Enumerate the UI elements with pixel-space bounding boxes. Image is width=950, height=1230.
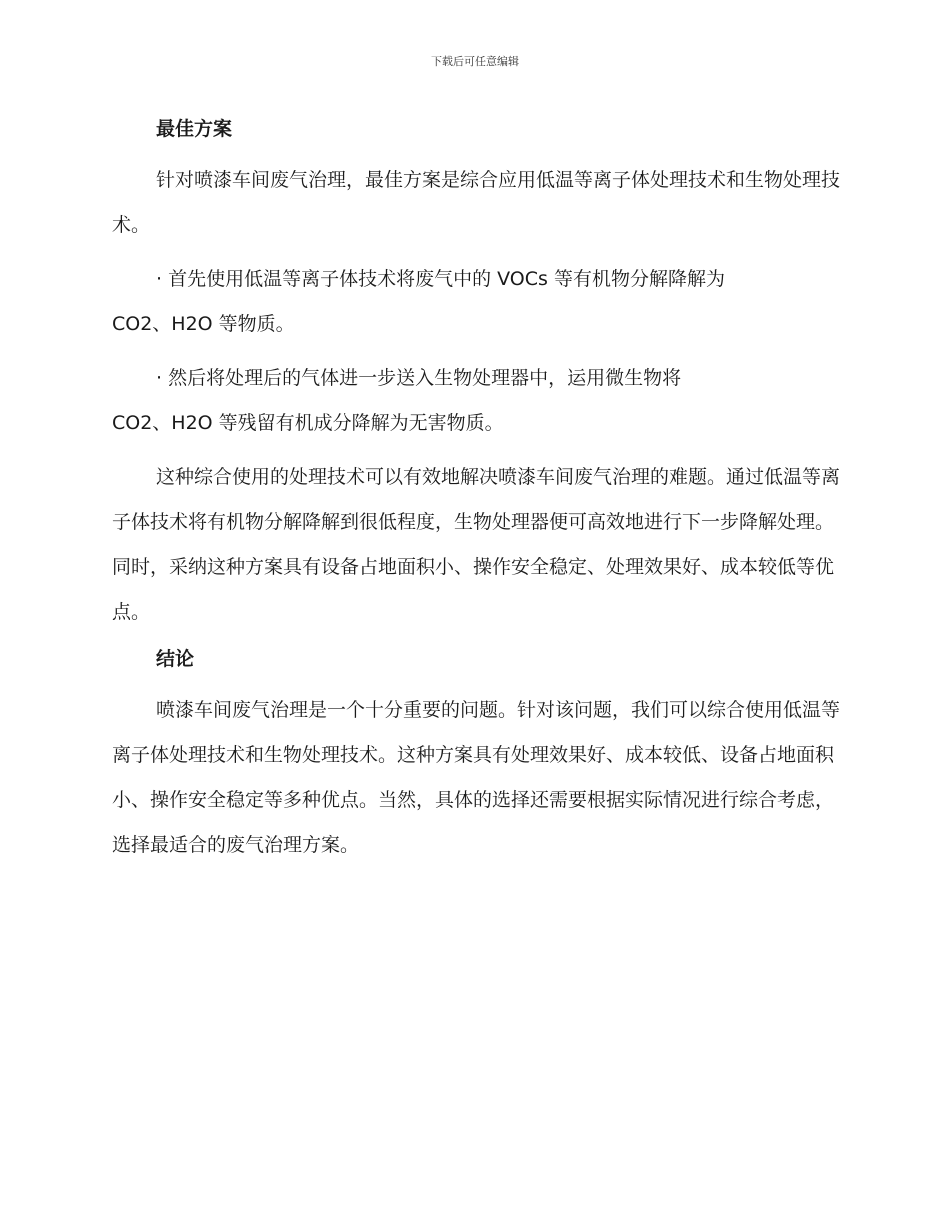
document-body [112, 114, 840, 877]
paragraph-conclusion: 喷漆车间废气治理是一个十分重要的问题。针对该问题，我们可以综合使用低温等离子体处理技术和生物处理技术。这种方案具有处理效果好、成本较低、设备占地面积小、操作安全稳定等多种优点。当然，具体的选择还需要根据实际情况进行综合考虑，选择最适合的废气治理方案。 [112, 699, 841, 856]
bullet-item [112, 356, 840, 446]
bullet-item-line: · 然后将处理后的气体进一步送入生物处理器中，运用微生物将 [156, 367, 682, 389]
bullet-item-line: · 首先使用低温等离子体技术将废气中的 VOCs 等有机物分解降解为 [156, 268, 725, 290]
page-header: 下载后可任意编辑 [431, 55, 519, 68]
section-heading-best-plan: 最佳方案 [156, 118, 233, 140]
bullet-item-line: CO2、H2O 等物质。 [112, 313, 295, 335]
paragraph-best-plan-intro: 针对喷漆车间废气治理，最佳方案是综合应用低温等离子体处理技术和生物处理技术。 [112, 169, 841, 236]
paragraph-best-plan-summary: 这种综合使用的处理技术可以有效地解决喷漆车间废气治理的难题。通过低温等离子体技术将有机物分解降解到很低程度，生物处理器便可高效地进行下一步降解处理。同时，采纳这种方案具有设备占地面积小、操作安全稳定、处理效果好、成本较低等优点。 [112, 466, 841, 623]
section-heading-conclusion: 结论 [156, 648, 195, 670]
bullet-item [112, 257, 840, 347]
bullet-item-line: CO2、H2O 等残留有机成分降解为无害物质。 [112, 412, 504, 434]
